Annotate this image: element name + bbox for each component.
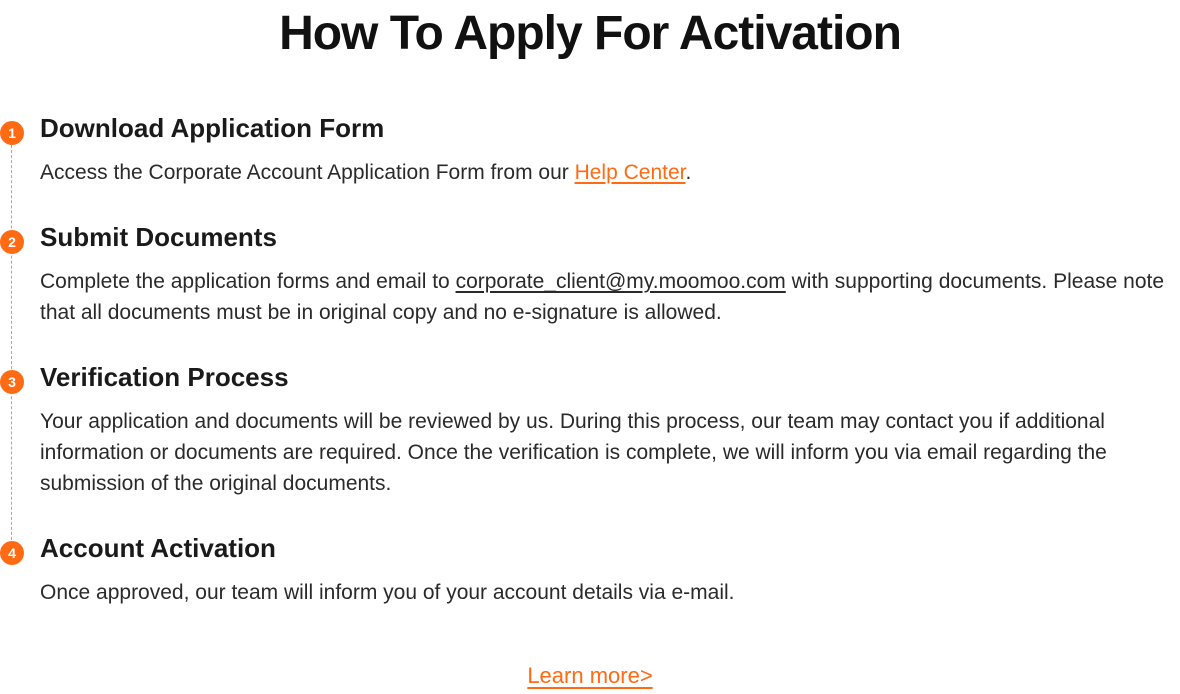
learn-more-container	[0, 663, 1180, 689]
step-description: Complete the application forms and email to corporate_client@my.moomoo.com with supporting documents. Please note that all documents must be in original copy and no e-signature is allowed.	[40, 270, 1165, 324]
step-number-badge: 4	[0, 541, 24, 565]
corporate-email-link[interactable]: corporate_client@my.moomoo.com	[455, 270, 786, 293]
learn-more-link[interactable]: Learn more>	[527, 663, 653, 688]
step-description: Once approved, our team will inform you of your account details via e-mail.	[40, 581, 735, 604]
step-number-badge: 2	[0, 230, 24, 254]
help-center-link[interactable]: Help Center	[574, 161, 686, 184]
step-description: Your application and documents will be reviewed by us. During this process, our team may contact you if additional information or documents are required. Once the verification is complete, we will inform you via email regarding the submission of the original documents.	[40, 410, 1107, 495]
step-description: Access the Corporate Account Application Form from our Help Center.	[40, 161, 692, 184]
step-title: Submit Documents	[40, 222, 277, 252]
step-number-badge: 1	[0, 121, 24, 145]
step-title: Account Activation	[40, 533, 276, 563]
step-number-badge: 3	[0, 370, 24, 394]
page-title: How To Apply For Activation	[279, 7, 901, 60]
step-title: Verification Process	[40, 362, 289, 392]
timeline-dashed-line	[11, 140, 12, 550]
step-title: Download Application Form	[40, 113, 385, 143]
